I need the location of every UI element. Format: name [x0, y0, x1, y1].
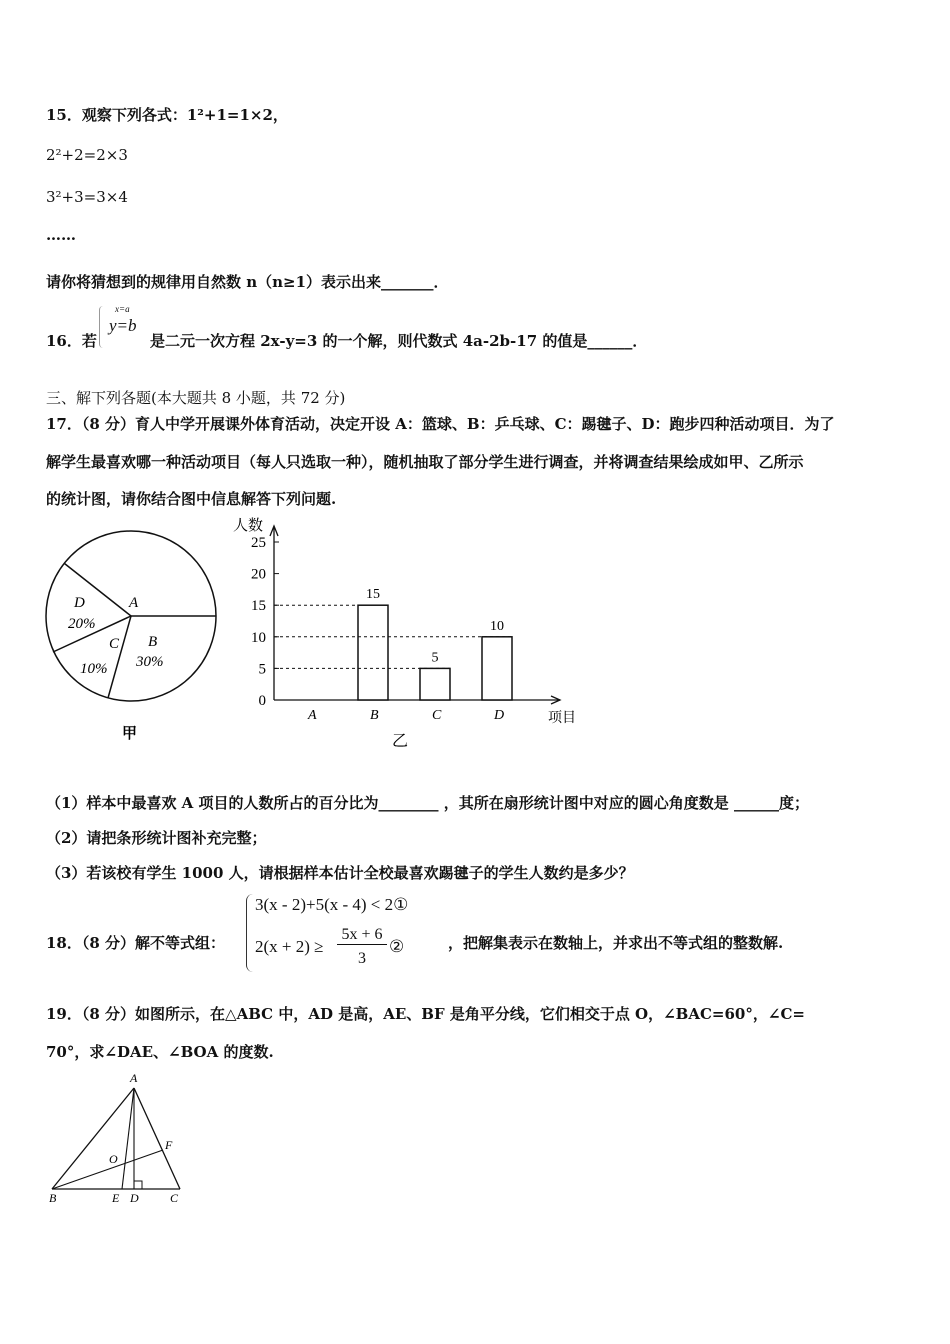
label-d: D	[130, 1191, 139, 1205]
side-ab	[52, 1088, 134, 1189]
bar-value-label: 5	[431, 650, 439, 666]
q16-sys-bottom: y=b	[109, 316, 137, 335]
q18-ineq2-mark: ②	[389, 937, 405, 956]
q18-system	[243, 890, 448, 976]
q19-line1: 19．（8 分）如图所示，在△ABC 中，AD 是高，AE、BF 是角平分线，它们相交于点 O，∠BAC=60°，∠C=	[46, 1005, 805, 1023]
q18-ineq1: 3(x - 2)+5(x - 4) < 2①	[255, 895, 409, 914]
bar-chart-caption: 乙	[392, 733, 409, 750]
q17-line1: 17．（8 分）育人中学开展课外体育活动，决定开设 A：篮球、B：乒乓球、C：踢毽子、D：跑步四种活动项目．为了	[46, 415, 835, 433]
x-tick-label: C	[432, 708, 442, 723]
x-tick-label: B	[370, 708, 379, 723]
y-axis-label: 人数	[233, 518, 264, 534]
bar-chart	[230, 512, 590, 752]
x-axis-label: 项目	[548, 711, 576, 726]
pie-pct-d: 20%	[68, 616, 96, 632]
triangle-figure	[40, 1068, 200, 1210]
q16-suffix: 是二元一次方程 2x-y=3 的一个解，则代数式 4a-2b-17 的值是______．	[150, 332, 648, 350]
pie-label-d: D	[74, 595, 85, 611]
label-b: B	[49, 1191, 57, 1205]
pie-pct-b: 30%	[136, 654, 164, 670]
q17-line3: 的统计图，请你结合图中信息解答下列问题.	[46, 490, 337, 508]
q15-line4: ……	[46, 226, 76, 244]
x-tick-label: D	[494, 708, 505, 723]
bisector-ae	[122, 1088, 134, 1189]
pie-chart	[38, 528, 228, 748]
q15-line3: 3²+3=3×4	[46, 188, 128, 206]
bar	[482, 637, 512, 700]
q17-sub2: （2）请把条形统计图补充完整；	[46, 829, 267, 847]
q15-line2: 2²+2=2×3	[46, 146, 128, 164]
bar	[420, 668, 450, 700]
q18-prefix: 18．（8 分）解不等式组：	[46, 934, 226, 952]
label-f: F	[165, 1138, 173, 1152]
q19-line2: 70°，求∠DAE、∠BOA 的度数.	[46, 1043, 274, 1061]
y-tick-label: 10	[251, 629, 266, 646]
y-tick-label: 25	[251, 535, 266, 551]
q18-ineq2-num: 5x + 6	[337, 926, 387, 945]
q16-system	[97, 302, 149, 350]
q18-suffix: ，把解集表示在数轴上，并求出不等式组的整数解.	[448, 934, 784, 952]
q18-ineq2-left: 2(x + 2) ≥	[255, 937, 324, 956]
pie-pct-c: 10%	[80, 661, 108, 677]
pie-label-a: A	[129, 595, 139, 611]
y-tick-label: 5	[258, 661, 266, 678]
y-tick-label: 15	[251, 598, 266, 615]
bar-value-label: 15	[366, 587, 380, 603]
pie-label-c: C	[109, 636, 120, 652]
q18-ineq2-den: 3	[358, 950, 366, 967]
label-e: E	[112, 1191, 120, 1205]
bar	[358, 605, 388, 700]
q17-sub3: （3）若该校有学生 1000 人，请根据样本估计全校最喜欢踢毽子的学生人数约是多少？	[46, 864, 634, 882]
pie-label-b: B	[148, 634, 158, 650]
x-tick-label: A	[308, 708, 317, 723]
label-a: A	[130, 1071, 138, 1085]
q16-prefix: 16．若	[46, 332, 97, 350]
y-tick-label: 20	[251, 566, 266, 583]
section3-heading: 三、解下列各题(本大题共 8 小题，共 72 分)	[46, 389, 346, 407]
pie-caption: 甲	[122, 726, 138, 742]
q17-sub1: （1）样本中最喜欢 A 项目的人数所占的百分比为________ ，其所在扇形统计图中对应的圆心角度数是 ______度；	[46, 794, 809, 812]
q16-sys-top: x=a	[115, 304, 130, 314]
side-ac	[134, 1088, 180, 1189]
q17-line2: 解学生最喜欢哪一种活动项目（每人只选取一种），随机抽取了部分学生进行调查，并将调查结果绘成如甲、乙所示	[46, 453, 804, 471]
q15-line5: 请你将猜想到的规律用自然数 n（n≥1）表示出来_______．	[46, 273, 449, 291]
bar-value-label: 10	[490, 618, 504, 634]
label-c: C	[170, 1191, 179, 1205]
y-tick-label: 0	[258, 693, 266, 709]
label-o: O	[109, 1152, 118, 1166]
q15-line1: 15．观察下列各式：1²+1=1×2，	[46, 106, 288, 124]
right-angle-mark	[134, 1181, 142, 1189]
